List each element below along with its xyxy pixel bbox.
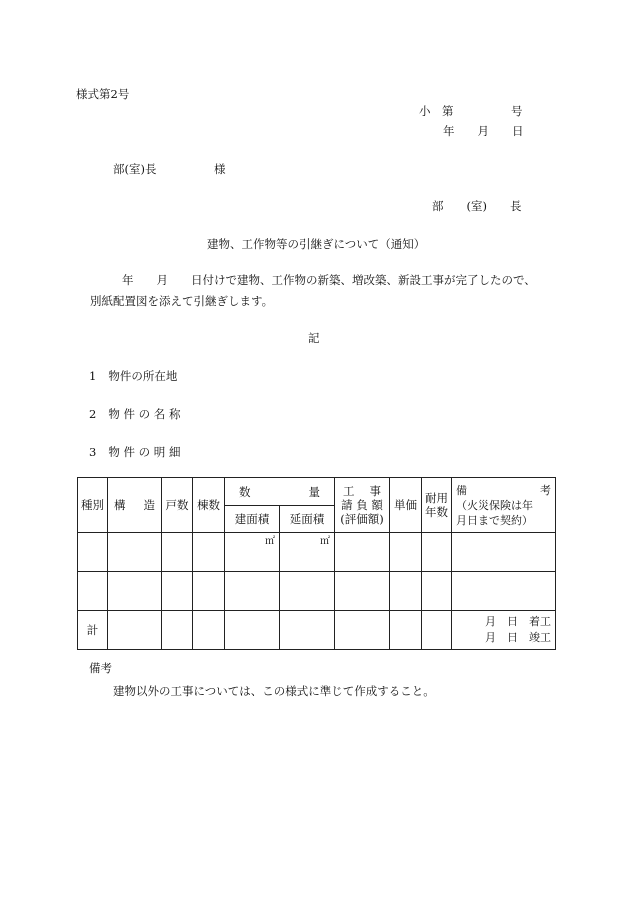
header-shubetsu: 種別 <box>78 478 108 533</box>
item-2 <box>89 406 180 422</box>
table-total-row <box>78 611 556 650</box>
construction-dates <box>452 611 556 650</box>
header-kozo: 構 造 <box>108 478 162 533</box>
item-label: 物 件 の 明 細 <box>108 445 181 459</box>
end-date-note: 月 日 竣工 <box>485 631 551 644</box>
header-koji: 工 事 請 負 額 (評価額) <box>335 478 390 533</box>
header-nobemenseki: 延面積 <box>280 506 335 533</box>
header-tosu: 棟数 <box>193 478 225 533</box>
header-kosu: 戸数 <box>162 478 193 533</box>
sender: 部 (室) 長 <box>432 199 522 213</box>
header-tanka: 単価 <box>390 478 422 533</box>
remarks-text: 建物以外の工事については、この様式に準じて作成すること。 <box>113 684 435 698</box>
total-label: 計 <box>78 611 108 650</box>
item-number: 2 <box>89 407 97 421</box>
body-text-line-1: 年 月 日付けで建物、工作物の新築、増改築、新設工事が完了したので、 <box>76 273 536 287</box>
item-number: 1 <box>89 369 97 383</box>
property-detail-table <box>77 477 556 650</box>
form-number: 様式第2号 <box>76 87 130 101</box>
subject-title: 建物、工作物等の引継ぎについて（通知） <box>207 237 426 251</box>
item-label: 物 件 の 名 称 <box>108 407 181 421</box>
table-row <box>78 572 556 611</box>
addressee: 部(室)長 様 <box>113 162 226 176</box>
area-unit: ㎡ <box>280 533 335 572</box>
item-3 <box>89 444 180 460</box>
remarks-title: 備考 <box>89 661 112 675</box>
header-biko: 備 考 （火災保険は年 月日まで契約） <box>452 478 556 533</box>
area-unit: ㎡ <box>225 533 280 572</box>
item-1 <box>89 368 177 384</box>
item-label: 物件の所在地 <box>108 369 178 383</box>
start-date-note: 月 日 着工 <box>485 615 551 628</box>
ki-heading: 記 <box>308 331 320 345</box>
table-row <box>78 533 556 572</box>
item-number: 3 <box>89 445 97 459</box>
header-kenmenseki: 建面積 <box>225 506 280 533</box>
document-date: 年 月 日 <box>443 124 524 138</box>
body-text-line-2: 別紙配置図を添えて引継ぎします。 <box>90 294 274 308</box>
header-taiyo: 耐用 年数 <box>422 478 452 533</box>
header-suryo: 数 量 <box>225 478 335 506</box>
document-number: 小 第 号 <box>419 104 523 118</box>
